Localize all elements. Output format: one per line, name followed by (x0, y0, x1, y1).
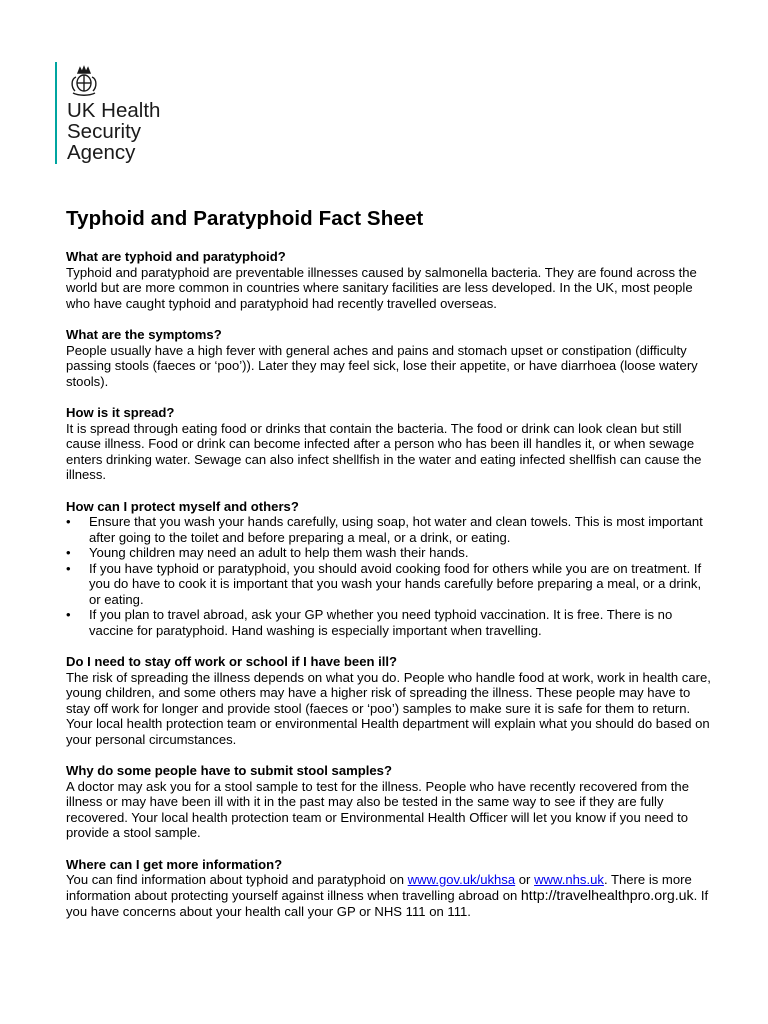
logo-line-2: Security (67, 120, 142, 143)
section-more-info (66, 857, 716, 920)
ukhsa-link[interactable]: www.gov.uk/ukhsa (407, 872, 516, 887)
info-text: or (515, 872, 535, 887)
info-text: . There is more information about protecting yourself against illness when travelling abroad on (66, 872, 692, 903)
section-heading: Where can I get more information? (66, 856, 283, 872)
ukhsa-logo (55, 62, 161, 164)
travelhealthpro-url: http://travelhealthpro.org.uk (520, 887, 694, 904)
section-text: It is spread through eating food or drinks that contain the bacteria. The food or drink can look clean but still cause illness. Food or drink can become infected after a person who has been ill handles it, or when sewage enters drinking water. Sewage can also infect shellfish in the water and eating infected shellfish can cause the illness. (66, 420, 702, 482)
bullet-icon: • (66, 514, 71, 529)
page-title: Typhoid and Paratyphoid Fact Sheet (66, 207, 424, 230)
section-heading: How can I protect myself and others? (66, 498, 299, 514)
section-text (66, 872, 716, 920)
logo-line-1: UK Health (67, 99, 161, 122)
section-heading: What are typhoid and paratyphoid? (66, 249, 286, 264)
section-text: The risk of spreading the illness depends on what you do. People who handle food at work, work in health care, young children, and some others may have a higher risk of spreading the illness. These people may have to stay off work for longer and provide stool (faeces or ‘poo’) samples to make sure it is safe for them to return. Your local health protection team or environmental Health department will explain what you should do based on your personal circumstances. (66, 669, 711, 747)
list-item-text: If you have typhoid or paratyphoid, you should avoid cooking food for others while you are on treatment. If you do have to cook it is important that you wash your hands carefully before preparing a meal, or a drink, or eating. (89, 560, 702, 607)
bullet-icon: • (66, 607, 71, 622)
section-what-are (66, 249, 716, 311)
list-item (66, 607, 716, 638)
protect-list (66, 514, 716, 638)
bullet-icon: • (66, 560, 71, 576)
list-item-text: Young children may need an adult to help them wash their hands. (89, 545, 469, 560)
section-stay-off (66, 654, 716, 747)
logo-line-3: Agency (67, 141, 136, 164)
royal-crest-icon (67, 64, 101, 98)
info-text: . If you have concerns about your health call your GP or NHS 111 on 111. (66, 887, 709, 919)
section-protect (66, 499, 716, 639)
nhs-link[interactable]: www.nhs.uk (534, 872, 604, 887)
section-text: People usually have a high fever with general aches and pains and stomach upset or constipation (difficulty passing stools (faeces or ‘poo’)). Later they may feel sick, lose their appetite, or have diarrhoea (loose watery stools). (66, 342, 698, 389)
list-item (66, 561, 716, 608)
section-heading: How is it spread? (66, 405, 175, 420)
section-symptoms (66, 327, 716, 389)
list-item-text: If you plan to travel abroad, ask your GP whether you need typhoid vaccination. It is free. There is no vaccine for paratyphoid. Hand washing is especially important when travelling. (89, 607, 673, 638)
list-item (66, 545, 716, 561)
section-heading: Do I need to stay off work or school if I have been ill? (66, 654, 398, 669)
logo-wordmark (67, 100, 160, 163)
section-text: Typhoid and paratyphoid are preventable illnesses caused by salmonella bacteria. They are found across the world but are more common in countries where sanitary facilities are less developed. In the UK, most people who have caught typhoid and paratyphoid had recently travelled overseas. (66, 264, 697, 311)
section-heading: What are the symptoms? (66, 327, 222, 342)
section-spread (66, 405, 716, 483)
fact-sheet-body (66, 249, 716, 936)
section-text: A doctor may ask you for a stool sample to test for the illness. People who have recently recovered from the illness or may have been ill with it in the past may also be tested in the same way to see if they are fully recovered. Your local health protection team or Environmental Health Officer will let you know if you need to provide a stool sample. (66, 778, 689, 840)
list-item (66, 514, 716, 545)
info-text: You can find information about typhoid and paratyphoid on (66, 872, 408, 887)
section-heading: Why do some people have to submit stool samples? (66, 763, 392, 778)
bullet-icon: • (66, 545, 71, 560)
section-stool-samples (66, 763, 716, 841)
list-item-text: Ensure that you wash your hands carefully, using soap, hot water and clean towels. This is most important after going to the toilet and before preparing a meal, or a drink, or eating. (89, 514, 703, 545)
